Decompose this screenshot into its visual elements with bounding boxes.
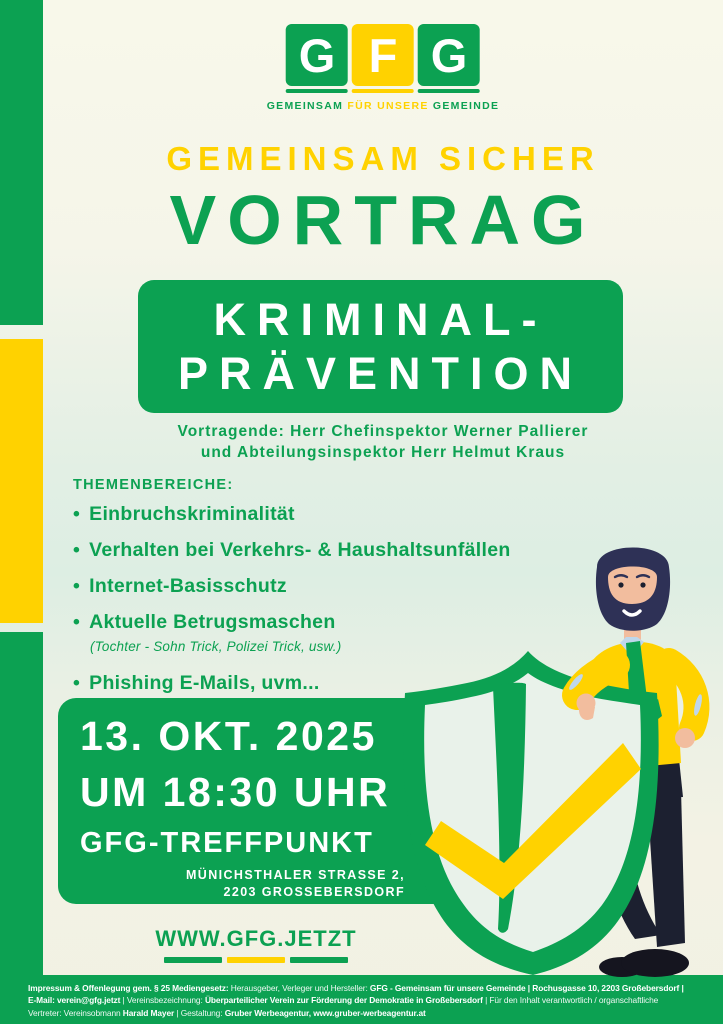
logo-letter: G [286, 24, 348, 86]
underline-segment-yellow [227, 957, 285, 963]
hand [675, 728, 695, 748]
topic-item [73, 502, 511, 526]
tagline-part1: GEMEINSAM [266, 100, 344, 112]
banner-line2: PRÄVENTION [177, 348, 584, 399]
logo-underline [418, 89, 480, 93]
event-time: UM 18:30 UHR [80, 769, 391, 815]
imprint-segment: GFG - Gemeinsam für unsere Gemeinde | Rochusgasse 10, 2203 Großebersdorf | [369, 983, 684, 993]
topic-banner [138, 280, 623, 413]
imprint-segment: | Für den Inhalt verantwortlich / organschaftliche [482, 995, 659, 1006]
event-address-line1: MÜNICHSTHALER STRASSE 2, [185, 868, 405, 882]
imprint-segment: Überparteilicher Verein zur Förderung der Demokratie in Großebersdorf [204, 995, 483, 1006]
logo-tile-f [352, 24, 414, 93]
imprint-line2 [28, 994, 713, 1006]
imprint-segment: Impressum & Offenlegung gem. § 25 Mediengesetz: [28, 983, 229, 993]
topic-label: Verhalten bei Verkehrs- & Haushaltsunfällen [89, 539, 511, 561]
topics-heading: THEMENBEREICHE: [73, 477, 234, 493]
event-date: 13. OKT. 2025 [80, 713, 377, 759]
topic-bullet: • [73, 672, 81, 694]
event-address-line2: 2203 GROSSEBERSDORF [223, 885, 405, 899]
topic-label: Phishing E-Mails, uvm... [89, 672, 320, 694]
topic-bullet: • [73, 575, 81, 597]
logo-underline [352, 89, 414, 93]
imprint-segment: | Vereinsbezeichnung: [120, 995, 205, 1006]
website-underline [110, 957, 402, 963]
logo-underline [286, 89, 348, 93]
topic-bullet: • [73, 539, 81, 561]
imprint-email: E-Mail: verein@gfg.jetzt [28, 995, 121, 1006]
speakers-line1: Vortragende: Herr Chefinspektor Werner Pallierer [177, 423, 589, 440]
speakers-line2: und Abteilungsinspektor Herr Helmut Kraus [200, 444, 566, 461]
shoe [621, 949, 689, 977]
tagline-part3: GEMEINDE [432, 100, 500, 112]
topic-note: (Tochter - Sohn Trick, Polizei Trick, usw.) [90, 639, 342, 654]
logo-letter: F [352, 24, 414, 86]
speakers-text [43, 421, 723, 463]
hero-illustration [385, 525, 723, 995]
imprint-segment: Herausgeber, Verleger und Hersteller: [228, 983, 370, 993]
tagline-part2: FÜR UNSERE [347, 100, 429, 112]
topic-label: Internet-Basisschutz [89, 575, 287, 597]
banner-line1: KRIMINAL- [213, 294, 548, 345]
imprint-segment: | Gestaltung: [174, 1007, 225, 1018]
logo-tile-g1 [286, 24, 348, 93]
imprint-segment: Harald Mayer [122, 1007, 175, 1018]
topic-label: Aktuelle Betrugsmaschen [89, 611, 336, 633]
left-green-bar-bottom [0, 632, 43, 1024]
website-link[interactable] [110, 926, 402, 963]
page-title: VORTRAG [169, 181, 597, 259]
topic-label: Einbruchskriminalität [89, 503, 295, 525]
website-url[interactable]: WWW.GFG.JETZT [155, 926, 357, 951]
logo-tile-g2 [418, 24, 480, 93]
logo-tagline [267, 100, 500, 112]
underline-segment-green [290, 957, 348, 963]
imprint-agency: Gruber Werbeagentur, www.gruber-werbeagentur.at [224, 1007, 426, 1018]
left-yellow-bar [0, 339, 43, 623]
left-green-bar-top [0, 0, 43, 325]
head [596, 548, 670, 631]
event-location: GFG-TREFFPUNKT [80, 827, 374, 859]
gfg-logo [267, 24, 500, 112]
shield-icon [403, 651, 658, 975]
logo-letter: G [418, 24, 480, 86]
imprint-segment: Vertreter: Vereinsobmann [28, 1007, 123, 1018]
underline-segment-green [164, 957, 222, 963]
logo-tiles [267, 24, 500, 93]
kicker-headline: GEMEINSAM SICHER [166, 140, 600, 177]
topic-bullet: • [73, 611, 81, 633]
imprint-line3 [28, 1007, 713, 1019]
event-address [80, 867, 433, 901]
topic-bullet: • [73, 503, 81, 525]
